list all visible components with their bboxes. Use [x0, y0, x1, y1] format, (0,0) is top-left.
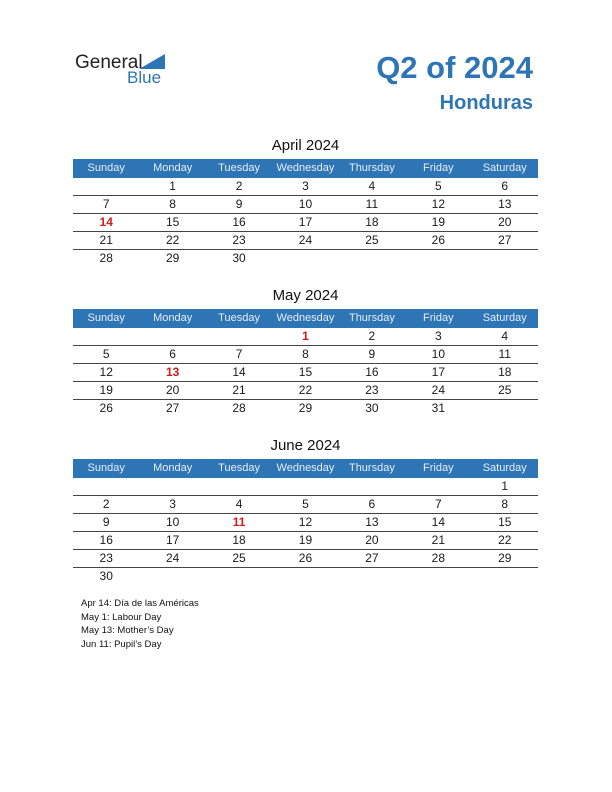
holiday-day-cell: 1 [302, 329, 309, 343]
day-cell: 29 [165, 251, 180, 265]
day-cell: 27 [365, 551, 379, 565]
day-cell: 25 [498, 383, 512, 397]
weekday-label: Wednesday [276, 162, 335, 174]
day-cell: 27 [165, 401, 180, 415]
day-cell: 10 [431, 347, 445, 361]
weekday-label: Monday [153, 162, 193, 174]
day-cell: 3 [302, 179, 309, 193]
day-cell: 15 [498, 515, 512, 529]
week-row [73, 532, 538, 550]
day-cell: 25 [365, 233, 379, 247]
week-row [73, 568, 538, 585]
day-cell: 4 [501, 329, 509, 343]
day-cell: 24 [298, 233, 313, 247]
day-cell: 21 [99, 233, 113, 247]
day-cell: 8 [302, 347, 309, 361]
week-row [73, 496, 538, 514]
day-cell: 6 [368, 497, 376, 511]
weekday-header-row [73, 159, 538, 178]
day-cell: 29 [498, 551, 512, 565]
day-cell [73, 478, 139, 495]
day-cell: 1 [501, 479, 509, 493]
day-cell: 4 [368, 179, 376, 193]
day-cell: 15 [165, 215, 180, 229]
day-cell [272, 568, 338, 585]
holiday-day-cell: 14 [99, 215, 113, 229]
day-cell: 5 [102, 347, 110, 361]
day-cell: 17 [298, 215, 313, 229]
month-calendar [73, 287, 538, 417]
holiday-note: Apr 14: Día de las Américas [81, 598, 199, 609]
day-cell [272, 250, 338, 267]
week-row [73, 550, 538, 568]
weekday-label: Sunday [87, 312, 125, 324]
day-cell: 22 [498, 533, 512, 547]
day-cell: 23 [232, 233, 246, 247]
day-cell [339, 478, 405, 495]
day-cell: 8 [169, 197, 176, 211]
week-row [73, 400, 538, 417]
day-cell: 1 [169, 179, 176, 193]
week-row [73, 514, 538, 532]
day-cell: 10 [165, 515, 180, 529]
weekday-label: Wednesday [276, 312, 335, 324]
day-cell: 23 [99, 551, 113, 565]
weekday-label: Thursday [348, 462, 395, 474]
week-row [73, 478, 538, 496]
month-title: May 2024 [272, 287, 339, 304]
day-cell [405, 568, 471, 585]
day-cell: 28 [232, 401, 246, 415]
day-cell [139, 328, 205, 345]
day-cell: 6 [169, 347, 176, 361]
holiday-note: May 1: Labour Day [81, 611, 162, 623]
day-cell: 12 [99, 365, 113, 379]
day-cell: 19 [99, 383, 113, 397]
weekday-header-row [73, 309, 538, 328]
day-cell: 2 [368, 329, 376, 343]
weekday-label: Saturday [482, 162, 527, 174]
day-cell [339, 250, 405, 267]
day-cell [73, 328, 139, 345]
day-cell: 2 [235, 179, 243, 193]
month-title: June 2024 [270, 437, 341, 454]
day-cell [472, 568, 538, 585]
day-cell: 26 [431, 233, 445, 247]
weekday-label: Thursday [348, 312, 395, 324]
day-cell: 21 [232, 383, 246, 397]
month-title: April 2024 [271, 137, 340, 154]
day-cell: 3 [169, 497, 176, 511]
weekday-label: Sunday [87, 462, 125, 474]
day-cell [139, 568, 205, 585]
weekday-label: Friday [423, 162, 454, 174]
week-row [73, 178, 538, 196]
day-cell [206, 478, 272, 495]
day-cell: 11 [365, 197, 379, 211]
day-cell: 28 [99, 251, 113, 265]
weekday-label: Wednesday [276, 462, 335, 474]
logo [75, 52, 175, 88]
day-cell: 3 [434, 329, 442, 343]
day-cell: 2 [102, 497, 110, 511]
day-cell: 14 [431, 515, 445, 529]
day-cell: 30 [99, 569, 113, 583]
day-cell: 28 [431, 551, 445, 565]
weekday-label: Friday [423, 462, 454, 474]
weekday-label: Sunday [87, 162, 125, 174]
day-cell: 22 [165, 233, 180, 247]
day-cell [405, 250, 471, 267]
day-cell: 5 [302, 497, 309, 511]
day-cell [339, 568, 405, 585]
day-cell: 21 [431, 533, 445, 547]
day-cell: 29 [298, 401, 313, 415]
logo-general-text: General [75, 52, 143, 73]
day-cell: 9 [235, 197, 243, 211]
day-cell [472, 250, 538, 267]
day-cell: 31 [431, 401, 445, 415]
day-cell: 20 [365, 533, 379, 547]
day-cell: 12 [298, 515, 313, 529]
day-cell: 24 [165, 551, 180, 565]
day-cell [405, 478, 471, 495]
day-cell: 18 [232, 533, 246, 547]
country-name: Honduras [439, 92, 533, 114]
day-cell: 17 [165, 533, 180, 547]
weekday-label: Tuesday [218, 162, 260, 174]
logo-triangle-icon [139, 54, 165, 69]
day-cell: 11 [498, 347, 511, 361]
day-cell: 17 [431, 365, 445, 379]
day-cell: 7 [235, 347, 243, 361]
weekday-label: Monday [153, 312, 193, 324]
week-row [73, 346, 538, 364]
day-cell [206, 328, 272, 345]
week-row [73, 382, 538, 400]
week-row [73, 214, 538, 232]
day-cell: 20 [498, 215, 512, 229]
day-cell: 4 [235, 497, 243, 511]
weekday-label: Tuesday [218, 312, 260, 324]
day-cell: 19 [431, 215, 445, 229]
day-cell: 19 [298, 533, 313, 547]
day-cell [472, 400, 538, 417]
day-cell: 9 [102, 515, 110, 529]
holiday-note: May 13: Mother’s Day [81, 625, 174, 636]
day-cell: 12 [431, 197, 445, 211]
holiday-day-cell: 11 [232, 515, 246, 529]
day-cell: 20 [165, 383, 180, 397]
day-cell: 13 [365, 515, 379, 529]
day-cell: 22 [298, 383, 313, 397]
page-title: Q2 of 2024 [376, 50, 533, 85]
day-cell: 8 [501, 497, 509, 511]
day-cell: 18 [498, 365, 512, 379]
weekday-header-row [73, 459, 538, 478]
day-cell: 16 [365, 365, 379, 379]
week-row [73, 196, 538, 214]
day-cell: 7 [434, 497, 442, 511]
weekday-label: Tuesday [218, 462, 260, 474]
weekday-label: Saturday [482, 462, 527, 474]
holiday-note: Jun 11: Pupil’s Day [81, 638, 162, 650]
week-row [73, 328, 538, 346]
holiday-notes [81, 597, 199, 651]
day-cell [73, 178, 139, 195]
day-cell: 10 [298, 197, 313, 211]
weekday-label: Friday [423, 312, 454, 324]
day-cell: 13 [498, 197, 512, 211]
day-cell: 15 [298, 365, 313, 379]
day-cell: 23 [365, 383, 379, 397]
day-cell: 25 [232, 551, 246, 565]
day-cell [272, 478, 338, 495]
week-row [73, 250, 538, 267]
day-cell: 16 [99, 533, 113, 547]
day-cell [206, 568, 272, 585]
day-cell: 30 [365, 401, 379, 415]
day-cell: 6 [501, 179, 509, 193]
weekday-label: Thursday [348, 162, 395, 174]
day-cell [139, 478, 205, 495]
month-calendar [73, 437, 538, 585]
day-cell: 30 [232, 251, 246, 265]
holiday-day-cell: 13 [165, 365, 180, 379]
week-row [73, 232, 538, 250]
day-cell: 27 [498, 233, 512, 247]
day-cell: 26 [99, 401, 113, 415]
day-cell: 26 [298, 551, 313, 565]
logo-blue-text: Blue [127, 68, 162, 87]
day-cell: 18 [365, 215, 379, 229]
day-cell: 7 [102, 197, 110, 211]
weekday-label: Monday [153, 462, 193, 474]
day-cell: 16 [232, 215, 246, 229]
day-cell: 5 [434, 179, 442, 193]
week-row [73, 364, 538, 382]
month-calendar [73, 137, 538, 267]
day-cell: 14 [232, 365, 246, 379]
weekday-label: Saturday [482, 312, 527, 324]
day-cell: 24 [431, 383, 445, 397]
day-cell: 9 [368, 347, 376, 361]
